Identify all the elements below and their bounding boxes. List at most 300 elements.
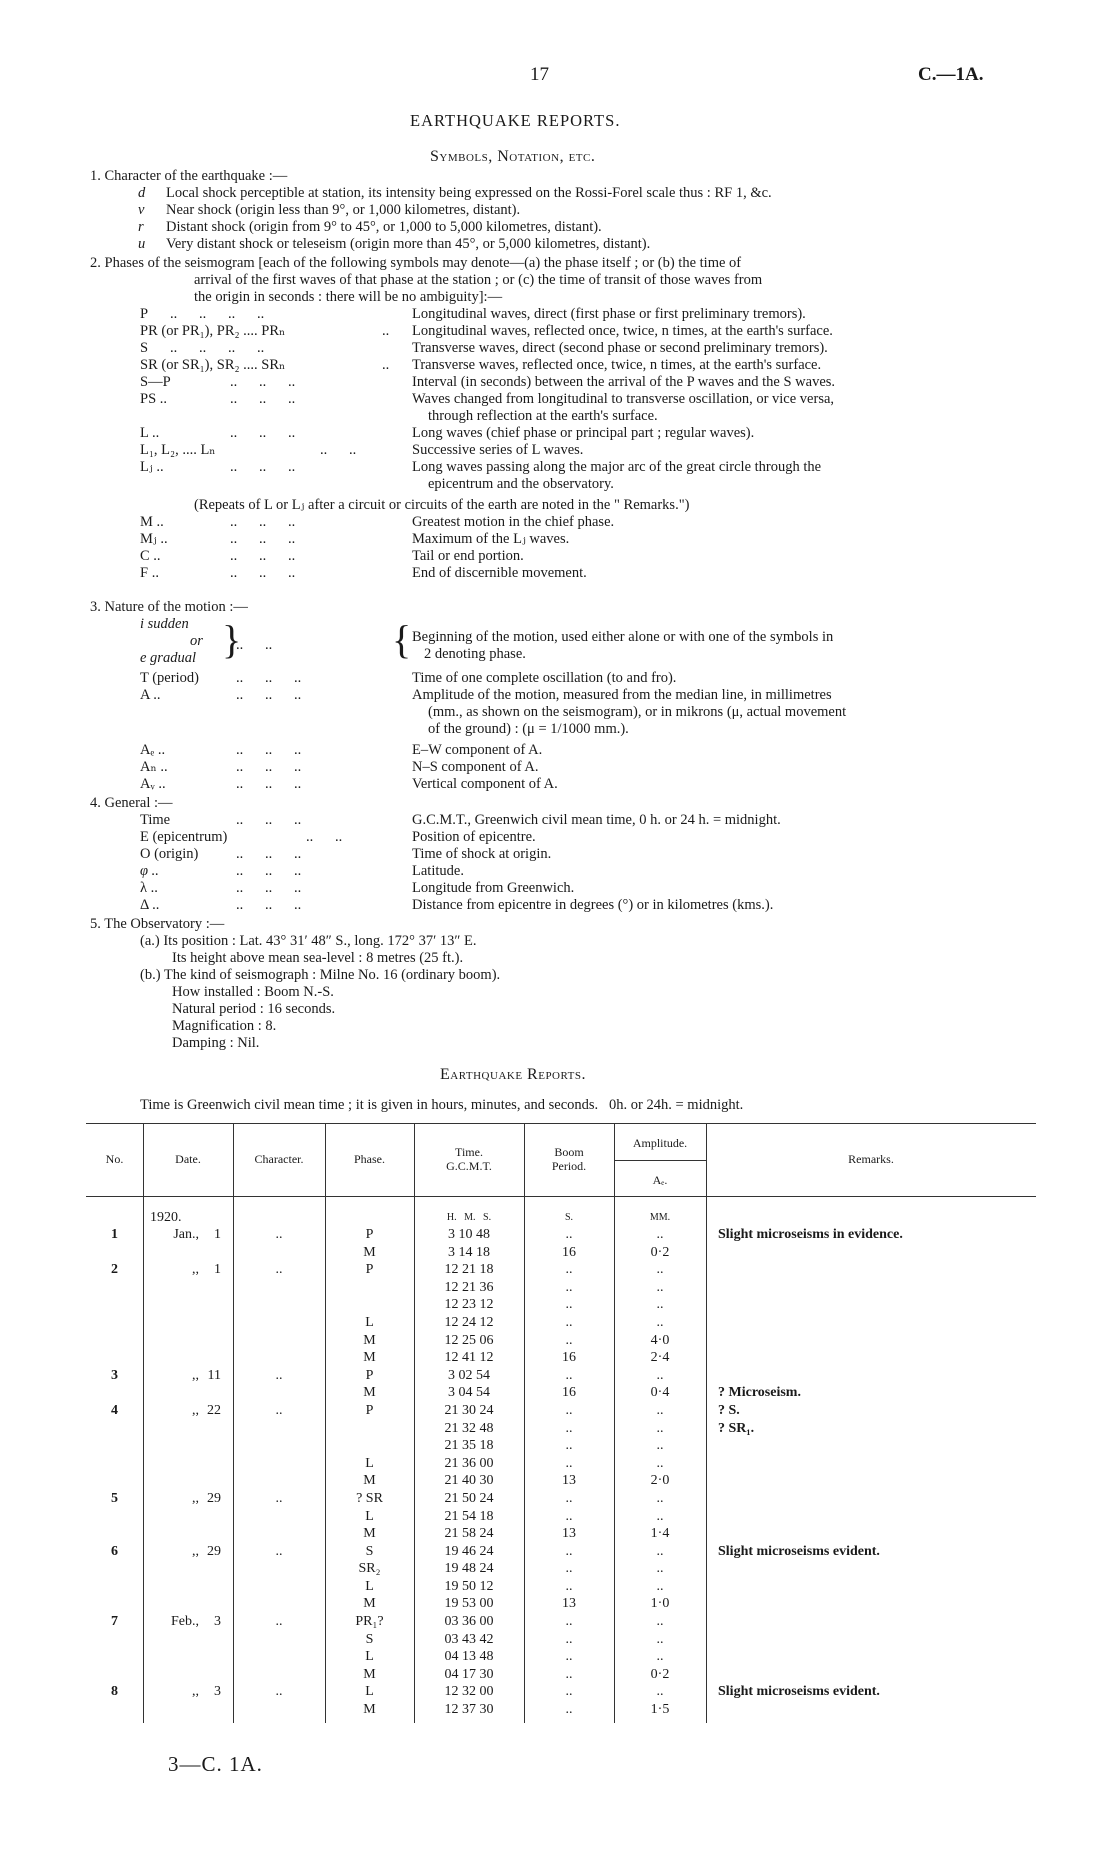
amp-units: MM. [649, 1212, 671, 1223]
date-month-cell [143, 1437, 199, 1455]
character-cell: .. [275, 1227, 283, 1242]
date-month-cell [143, 1631, 199, 1649]
remarks-cell [706, 1613, 1036, 1631]
amplitude-ae-cell: .. [656, 1649, 664, 1665]
phase-symbol: M .. [140, 514, 164, 530]
table-row [86, 1367, 1036, 1385]
time-gcmt-cell: 21 35 18 [444, 1438, 494, 1454]
year-label: 1920. [150, 1210, 182, 1225]
row-number-cell: 3 [111, 1367, 118, 1383]
earthquake-reports-table [86, 1226, 1036, 1719]
date-day-cell [199, 1525, 233, 1543]
time-gcmt-cell: 12 32 00 [444, 1684, 494, 1700]
time-gcmt-cell: 12 37 30 [444, 1702, 494, 1718]
date-day-cell [199, 1578, 233, 1596]
section-5-heading: 5. The Observatory :— [90, 916, 225, 932]
phase-cell: S [365, 1631, 374, 1647]
character-cell [233, 1244, 325, 1262]
amplitude-ae-cell: .. [656, 1490, 664, 1506]
amplitude-ae-cell: .. [656, 1438, 664, 1454]
boom-period-cell: .. [565, 1631, 573, 1647]
character-cell [233, 1279, 325, 1297]
leader-dots: .. .. .. [230, 531, 296, 547]
amplitude-ae-cell: .. [656, 1279, 664, 1295]
character-cell [233, 1349, 325, 1367]
boom-period-cell: .. [565, 1297, 573, 1313]
amplitude-ae-cell: .. [656, 1297, 664, 1313]
motion-description: Amplitude of the motion, measured from the median line, in millimetres [412, 687, 832, 703]
table-row [86, 1578, 1036, 1596]
phase-description: Long waves passing along the major arc of the great circle through the [412, 459, 822, 475]
boom-period-cell: .. [565, 1666, 573, 1682]
remarks-cell [706, 1578, 1036, 1596]
character-cell [233, 1525, 325, 1543]
row-number-cell: 8 [111, 1684, 118, 1700]
leader-dots: .. .. .. [230, 459, 296, 475]
date-month-cell: Jan., [173, 1227, 199, 1242]
seismograph-kind: (b.) The kind of seismograph : Milne No. 16 (ordinary boom). [140, 967, 501, 983]
page-subtitle: Symbols, Notation, etc. [430, 148, 596, 165]
date-day-cell [199, 1296, 233, 1314]
phase-cell: M [363, 1350, 376, 1366]
col-header-phase: Phase. [354, 1152, 385, 1166]
time-gcmt-cell: 19 48 24 [444, 1561, 494, 1577]
phase-cell: M [363, 1244, 376, 1260]
amplitude-ae-cell: .. [656, 1614, 664, 1630]
amplitude-sub-rule [614, 1160, 706, 1161]
date-month-cell: ,, [192, 1367, 199, 1383]
phase-cell: L [365, 1455, 374, 1471]
symbol: u [138, 236, 146, 252]
row-number-cell [86, 1631, 143, 1649]
leader-dots: .. .. .. .. [170, 306, 265, 322]
table-row [86, 1648, 1036, 1666]
phase-description: Longitudinal waves, direct (first phase or first preliminary tremors). [412, 306, 806, 322]
row-number-cell [86, 1666, 143, 1684]
date-day-cell [199, 1666, 233, 1684]
phase-symbol: P [140, 306, 149, 322]
phase-description: Longitudinal waves, reflected once, twice, n times, at the earth's surface. [412, 323, 833, 339]
motion-symbol: Aₙ .. [140, 759, 168, 775]
date-month-cell [143, 1279, 199, 1297]
phase-cell: M [363, 1385, 376, 1401]
date-month-cell [143, 1560, 199, 1578]
row-number-cell [86, 1296, 143, 1314]
amplitude-ae-cell: .. [656, 1402, 664, 1418]
leader-dots: .. .. .. [230, 565, 296, 581]
remarks-cell [706, 1332, 1036, 1350]
leader-dots: .. [382, 323, 390, 339]
remarks-cell: ? Microseism. [718, 1385, 801, 1401]
date-day-cell: 1 [214, 1227, 221, 1242]
phase-cell: L [365, 1314, 374, 1330]
character-cell [233, 1384, 325, 1402]
leader-dots: .. .. [236, 637, 273, 653]
date-month-cell: ,, [192, 1262, 199, 1278]
row-number-cell [86, 1437, 143, 1455]
motion-description: N–S component of A. [412, 759, 539, 775]
amplitude-ae-cell: 2·4 [650, 1350, 670, 1366]
motion-symbol: A .. [140, 687, 161, 703]
date-day-cell [199, 1595, 233, 1613]
time-gcmt-cell: 12 21 18 [444, 1262, 494, 1278]
general-description: Longitude from Greenwich. [412, 880, 575, 896]
row-number-cell: 2 [111, 1262, 118, 1278]
character-cell [233, 1472, 325, 1490]
date-day-cell [199, 1244, 233, 1262]
boom-period-cell: .. [565, 1367, 573, 1383]
table-row [86, 1631, 1036, 1649]
leader-dots: .. .. .. [230, 425, 296, 441]
boom-period-cell: 16 [562, 1350, 576, 1366]
character-cell: .. [275, 1614, 283, 1630]
character-cell [233, 1332, 325, 1350]
date-month-cell [143, 1455, 199, 1473]
boom-period-cell: 13 [562, 1473, 576, 1489]
footer-code: 3—C. 1A. [168, 1752, 263, 1776]
boom-period-cell: .. [565, 1684, 573, 1700]
date-day-cell: 3 [214, 1614, 221, 1630]
time-gcmt-cell: 12 41 12 [444, 1350, 494, 1366]
character-cell [233, 1455, 325, 1473]
table-row [86, 1244, 1036, 1262]
general-description: Position of epicentre. [412, 829, 536, 845]
amplitude-ae-cell: .. [656, 1543, 664, 1559]
section-2-heading-cont: arrival of the first waves of that phase at the station ; or (c) the time of transit of those waves from [194, 272, 763, 288]
time-gcmt-cell: 21 50 24 [444, 1490, 494, 1506]
description: Near shock (origin less than 9°, or 1,000 kilometres, distant). [166, 202, 521, 218]
date-month-cell [143, 1666, 199, 1684]
remarks-cell [706, 1367, 1036, 1385]
time-gcmt-cell: 12 24 12 [444, 1314, 494, 1330]
description: Very distant shock or teleseism (origin more than 45°, or 5,000 kilometres, distant). [166, 236, 651, 252]
phase-description: Maximum of the Lⱼ waves. [412, 531, 570, 547]
date-day-cell [199, 1384, 233, 1402]
col-header-amplitude-sub: Aₑ. [652, 1173, 668, 1187]
date-month-cell [143, 1648, 199, 1666]
table-row [86, 1455, 1036, 1473]
date-day-cell [199, 1631, 233, 1649]
character-cell: .. [275, 1490, 283, 1506]
phase-description: Waves changed from longitudinal to transverse oscillation, or vice versa, [412, 391, 835, 407]
amplitude-ae-cell: .. [656, 1420, 664, 1436]
table-row [86, 1296, 1036, 1314]
amplitude-ae-cell: .. [656, 1262, 664, 1278]
phase-description: Transverse waves, direct (second phase or second preliminary tremors). [412, 340, 828, 356]
magnification: Magnification : 8. [172, 1018, 277, 1034]
date-day-cell [199, 1279, 233, 1297]
boom-period-cell: .. [565, 1649, 573, 1665]
remarks-cell [706, 1525, 1036, 1543]
remarks-cell [706, 1261, 1036, 1279]
table-row [86, 1595, 1036, 1613]
section-1-heading: 1. Character of the earthquake :— [90, 168, 288, 184]
page-title: EARTHQUAKE REPORTS. [410, 111, 621, 130]
date-month-cell: Feb., [171, 1614, 199, 1630]
motion-description-cont: (mm., as shown on the seismogram), or in mikrons (μ, actual movement [428, 704, 847, 720]
time-gcmt-cell: 12 21 36 [444, 1279, 494, 1295]
amplitude-ae-cell: .. [656, 1578, 664, 1594]
time-gcmt-cell: 21 54 18 [444, 1508, 494, 1524]
remarks-cell [706, 1279, 1036, 1297]
remarks-cell [706, 1595, 1036, 1613]
phase-description: Greatest motion in the chief phase. [412, 514, 615, 530]
leader-dots: .. .. [320, 442, 357, 458]
general-symbol: φ .. [140, 863, 159, 879]
col-header-date: Date. [175, 1152, 201, 1166]
col-header-no: No. [105, 1152, 124, 1166]
table-row [86, 1314, 1036, 1332]
date-month-cell [143, 1332, 199, 1350]
phase-cell [325, 1279, 414, 1297]
motion-symbol: Aₑ .. [140, 742, 166, 758]
row-number-cell [86, 1508, 143, 1526]
remarks-cell: ? S. [718, 1402, 740, 1418]
boom-period-cell: .. [565, 1314, 573, 1330]
character-cell: .. [275, 1684, 283, 1700]
date-day-cell: 29 [207, 1543, 221, 1559]
general-description: Distance from epicentre in degrees (°) or in kilometres (kms.). [412, 897, 774, 913]
date-month-cell [143, 1314, 199, 1332]
table-row [86, 1332, 1036, 1350]
character-cell [233, 1508, 325, 1526]
general-symbol: Δ .. [140, 897, 160, 913]
row-number-cell [86, 1701, 143, 1719]
table-row [86, 1490, 1036, 1508]
date-month-cell [143, 1578, 199, 1596]
gradual-label: e gradual [140, 650, 196, 666]
time-gcmt-cell: 19 46 24 [444, 1543, 494, 1559]
date-month-cell [143, 1296, 199, 1314]
remarks-cell [706, 1701, 1036, 1719]
row-number-cell [86, 1332, 143, 1350]
phase-cell: P [365, 1402, 374, 1418]
leader-dots: .. .. .. [236, 670, 302, 686]
remarks-cell [706, 1455, 1036, 1473]
time-gcmt-cell: 3 14 18 [448, 1244, 490, 1260]
phase-symbol: L .. [140, 425, 160, 441]
date-month-cell [143, 1525, 199, 1543]
row-number-cell [86, 1455, 143, 1473]
leader-dots: .. .. .. [236, 863, 302, 879]
observatory-position: (a.) Its position : Lat. 43° 31′ 48″ S., long. 172° 37′ 13″ E. [140, 933, 477, 949]
motion-symbol: Aᵥ .. [140, 776, 166, 792]
table-top-rule [86, 1123, 1036, 1124]
remarks-cell [706, 1349, 1036, 1367]
reports-time-note: Time is Greenwich civil mean time ; it is given in hours, minutes, and seconds. 0h. or 24h. = midnight. [140, 1097, 744, 1113]
boom-period-cell: 16 [562, 1244, 576, 1260]
date-day-cell [199, 1560, 233, 1578]
phase-description-cont: epicentrum and the observatory. [428, 476, 614, 492]
amplitude-ae-cell: .. [656, 1631, 664, 1647]
amplitude-ae-cell: .. [656, 1508, 664, 1524]
phase-description: End of discernible movement. [412, 565, 587, 581]
leader-dots: .. .. .. [236, 776, 302, 792]
phase-cell: M [363, 1526, 376, 1542]
installation: How installed : Boom N.-S. [172, 984, 334, 1000]
remarks-cell [706, 1560, 1036, 1578]
phase-symbol: Mⱼ .. [140, 531, 168, 547]
character-cell: .. [275, 1543, 283, 1559]
phase-symbol: Lⱼ .. [140, 459, 164, 475]
time-gcmt-cell: 21 40 30 [444, 1473, 494, 1489]
row-number-cell [86, 1525, 143, 1543]
remarks-cell [706, 1666, 1036, 1684]
phase-cell: P [365, 1262, 374, 1278]
date-day-cell: 3 [214, 1684, 221, 1700]
leader-dots: .. .. .. [236, 742, 302, 758]
phase-description: Long waves (chief phase or principal part ; regular waves). [412, 425, 755, 441]
phase-cell [325, 1296, 414, 1314]
remarks-cell [706, 1437, 1036, 1455]
phase-symbol: C .. [140, 548, 161, 564]
motion-description: Time of one complete oscillation (to and fro). [412, 670, 677, 686]
boom-period-cell: .. [565, 1561, 573, 1577]
date-month-cell [143, 1384, 199, 1402]
table-row [86, 1560, 1036, 1578]
section-2-heading: 2. Phases of the seismogram [each of the following symbols may denote—(a) the phase itself ; or (b) the time of [90, 255, 742, 271]
date-month-cell [143, 1349, 199, 1367]
phase-cell: L [365, 1508, 374, 1524]
description: Local shock perceptible at station, its intensity being expressed on the Rossi-Forel scale thus : RF 1, &c. [166, 185, 772, 201]
row-number-cell [86, 1384, 143, 1402]
remarks-cell [706, 1296, 1036, 1314]
table-header-rule [86, 1196, 1036, 1197]
phase-cell: SR₂ [358, 1561, 381, 1577]
leader-dots: .. .. .. [230, 548, 296, 564]
phase-symbol: S [140, 340, 149, 356]
reports-title: Earthquake Reports. [440, 1066, 587, 1083]
phase-symbol: S—P [140, 374, 171, 390]
leader-dots: .. .. .. [236, 880, 302, 896]
phase-symbol: PR (or PR₁), PR₂ .... PRₙ [140, 323, 286, 339]
leader-dots: .. .. .. [236, 897, 302, 913]
col-header-remarks: Remarks. [848, 1152, 894, 1166]
character-cell: .. [275, 1402, 283, 1418]
section-3-heading: 3. Nature of the motion :— [90, 599, 248, 615]
phase-cell: M [363, 1702, 376, 1718]
boom-period-cell: .. [565, 1332, 573, 1348]
amplitude-ae-cell: 4·0 [650, 1332, 670, 1348]
phase-cell: M [363, 1596, 376, 1612]
col-header-boom: Boom [554, 1145, 584, 1159]
date-day-cell [199, 1420, 233, 1438]
table-row [86, 1384, 1036, 1402]
boom-period-cell: .. [565, 1578, 573, 1594]
page-number: 17 [530, 64, 549, 85]
table-row [86, 1472, 1036, 1490]
boom-period-cell: .. [565, 1402, 573, 1418]
table-row [86, 1420, 1036, 1438]
boom-period-cell: .. [565, 1279, 573, 1295]
phase-symbol: F .. [140, 565, 159, 581]
character-cell [233, 1560, 325, 1578]
phase-cell [325, 1420, 414, 1438]
row-number-cell: 5 [111, 1490, 118, 1506]
phase-cell: M [363, 1473, 376, 1489]
boom-period-cell: .. [565, 1227, 573, 1242]
damping: Damping : Nil. [172, 1035, 260, 1051]
time-gcmt-cell: 03 36 00 [444, 1614, 494, 1630]
time-gcmt-cell: 3 02 54 [448, 1367, 490, 1383]
boom-period-cell: .. [565, 1420, 573, 1436]
boom-period-cell: 16 [562, 1385, 576, 1401]
row-number-cell: 1 [111, 1227, 118, 1242]
date-day-cell: 29 [207, 1490, 221, 1506]
character-cell [233, 1437, 325, 1455]
table-row [86, 1437, 1036, 1455]
time-gcmt-cell: 12 25 06 [444, 1332, 494, 1348]
table-row [86, 1543, 1036, 1561]
table-row [86, 1613, 1036, 1631]
boom-period-cell: .. [565, 1438, 573, 1454]
amplitude-ae-cell: 1·5 [650, 1702, 670, 1718]
date-day-cell: 11 [207, 1367, 221, 1383]
date-month-cell [143, 1420, 199, 1438]
col-header-boom-sub: Period. [551, 1159, 587, 1173]
row-number-cell: 6 [111, 1543, 118, 1559]
brace-description-cont: 2 denoting phase. [424, 646, 526, 662]
period-units: S. [564, 1212, 574, 1223]
table-row [86, 1666, 1036, 1684]
sudden-label: i sudden [140, 616, 189, 632]
leader-dots: .. .. .. [230, 374, 296, 390]
character-cell [233, 1648, 325, 1666]
remarks-cell: ? SR₁. [718, 1420, 755, 1436]
phase-cell: ? SR [356, 1490, 383, 1506]
remarks-cell [706, 1472, 1036, 1490]
symbol: v [138, 202, 145, 218]
character-cell: .. [275, 1262, 283, 1278]
time-gcmt-cell: 03 43 42 [444, 1631, 494, 1647]
amplitude-ae-cell: 0·2 [650, 1666, 670, 1682]
general-description: Latitude. [412, 863, 464, 879]
date-day-cell [199, 1508, 233, 1526]
phase-cell: P [365, 1367, 374, 1383]
table-row [86, 1402, 1036, 1420]
leader-dots: .. .. .. .. [170, 340, 265, 356]
time-units: H. M. S. [446, 1212, 492, 1223]
right-brace: { [392, 617, 412, 662]
time-gcmt-cell: 21 36 00 [444, 1455, 494, 1471]
col-header-character: Character. [254, 1152, 304, 1166]
date-day-cell: 22 [207, 1402, 221, 1418]
phase-description-cont: through reflection at the earth's surface. [428, 408, 658, 424]
general-symbol: E (epicentrum) [140, 829, 228, 845]
leader-dots: .. [382, 357, 390, 373]
date-month-cell: ,, [192, 1490, 199, 1506]
boom-period-cell: .. [565, 1490, 573, 1506]
date-day-cell: 1 [214, 1262, 221, 1278]
leader-dots: .. .. .. [236, 812, 302, 828]
leader-dots: .. .. .. [236, 687, 302, 703]
amplitude-ae-cell: 1·4 [650, 1526, 670, 1542]
row-number-cell: 4 [111, 1402, 118, 1418]
phase-cell: L [365, 1578, 374, 1594]
remarks-cell [706, 1648, 1036, 1666]
phase-symbol: SR (or SR₁), SR₂ .... SRₙ [140, 357, 286, 373]
general-symbol: Time [140, 812, 171, 828]
left-brace: } [222, 617, 242, 662]
remarks-cell [706, 1314, 1036, 1332]
phase-description: Interval (in seconds) between the arrival of the P waves and the S waves. [412, 374, 836, 390]
date-day-cell [199, 1332, 233, 1350]
boom-period-cell: .. [565, 1262, 573, 1278]
time-gcmt-cell: 19 50 12 [444, 1578, 494, 1594]
date-month-cell [143, 1595, 199, 1613]
remarks-cell: Slight microseisms evident. [718, 1543, 880, 1559]
time-gcmt-cell: 04 17 30 [444, 1666, 494, 1682]
